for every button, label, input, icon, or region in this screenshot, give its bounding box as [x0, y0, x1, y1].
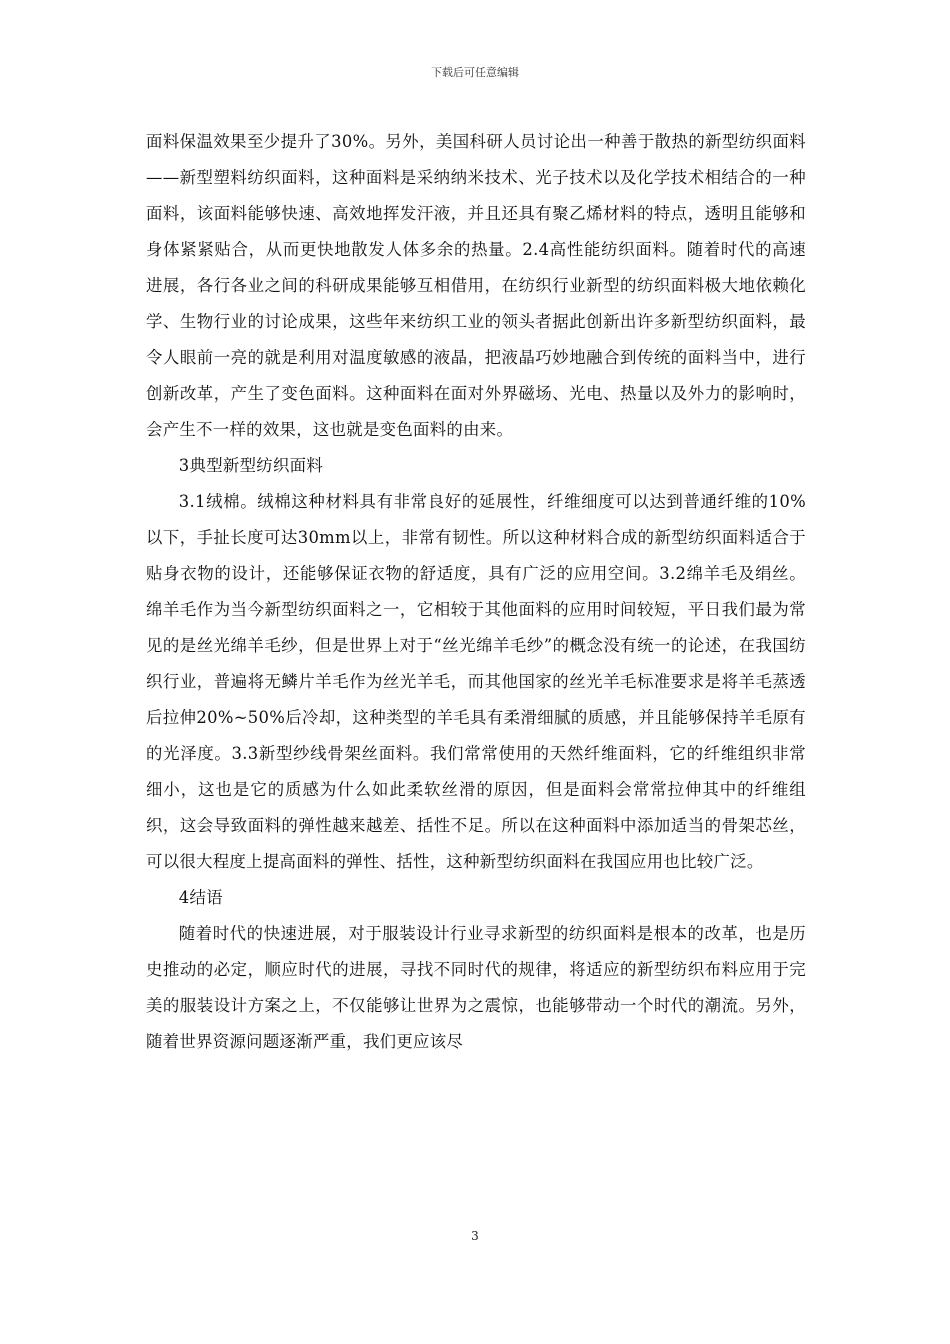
- page-header: 下载后可任意编辑: [431, 66, 519, 79]
- paragraph-conclusion: 随着时代的快速进展，对于服装设计行业寻求新型的纺织面料是根本的改革，也是历史推动的必定，顺应时代的进展，寻找不同时代的规律，将适应的新型纺织布料应用于完美的服装设计方案之上，不仅能够让世界为之震惊，也能够带动一个时代的潮流。另外，随着世界资源问题逐渐严重，我们更应该尽: [146, 924, 806, 1051]
- section-heading-4: 4结语: [178, 888, 223, 907]
- section-heading-3: 3典型新型纺织面料: [178, 456, 324, 475]
- paragraph-section-3: 3.1绒棉。绒棉这种材料具有非常良好的延展性，纤维细度可以达到普通纤维的10%以下，手扯长度可达30mm以上，非常有韧性。所以这种材料合成的新型纺织面料适合于贴身衣物的设计，还能够保证衣物的舒适度，具有广泛的应用空间。3.2绵羊毛及绢丝。绵羊毛作为当今新型纺织面料之一，它相较于其他面料的应用时间较短，平日我们最为常见的是丝光绵羊毛纱，但是世界上对于“丝光绵羊毛纱”的概念没有统一的论述，在我国纺织行业，普遍将无鳞片羊毛作为丝光羊毛，而其他国家的丝光羊毛标准要求是将羊毛蒸透后拉伸20%~50%后冷却，这种类型的羊毛具有柔滑细腻的质感，并且能够保持羊毛原有的光泽度。3.3新型纱线骨架丝面料。我们常常使用的天然纤维面料，它的纤维组织非常细小，这也是它的质感为什么如此柔软丝滑的原因，但是面料会常常拉伸其中的纤维组织，这会导致面料的弹性越来越差、括性不足。所以在这种面料中添加适当的骨架芯丝，可以很大程度上提高面料的弹性、括性，这种新型纺织面料在我国应用也比较广泛。: [146, 492, 806, 871]
- page-number: 3: [471, 1229, 479, 1243]
- document-body: [146, 124, 806, 1060]
- paragraph-continuation: 面料保温效果至少提升了30%。另外，美国科研人员讨论出一种善于散热的新型纺织面料——新型塑料纺织面料，这种面料是采纳纳米技术、光子技术以及化学技术相结合的一种面料，该面料能够快速、高效地挥发汗液，并且还具有聚乙烯材料的特点，透明且能够和身体紧紧贴合，从而更快地散发人体多余的热量。2.4高性能纺织面料。随着时代的高速进展，各行各业之间的科研成果能够互相借用，在纺织行业新型的纺织面料极大地依赖化学、生物行业的讨论成果，这些年来纺织工业的领头者据此创新出许多新型纺织面料，最令人眼前一亮的就是利用对温度敏感的液晶，把液晶巧妙地融合到传统的面料当中，进行创新改革，产生了变色面料。这种面料在面对外界磁场、光电、热量以及外力的影响时，会产生不一样的效果，这也就是变色面料的由来。: [146, 132, 806, 439]
